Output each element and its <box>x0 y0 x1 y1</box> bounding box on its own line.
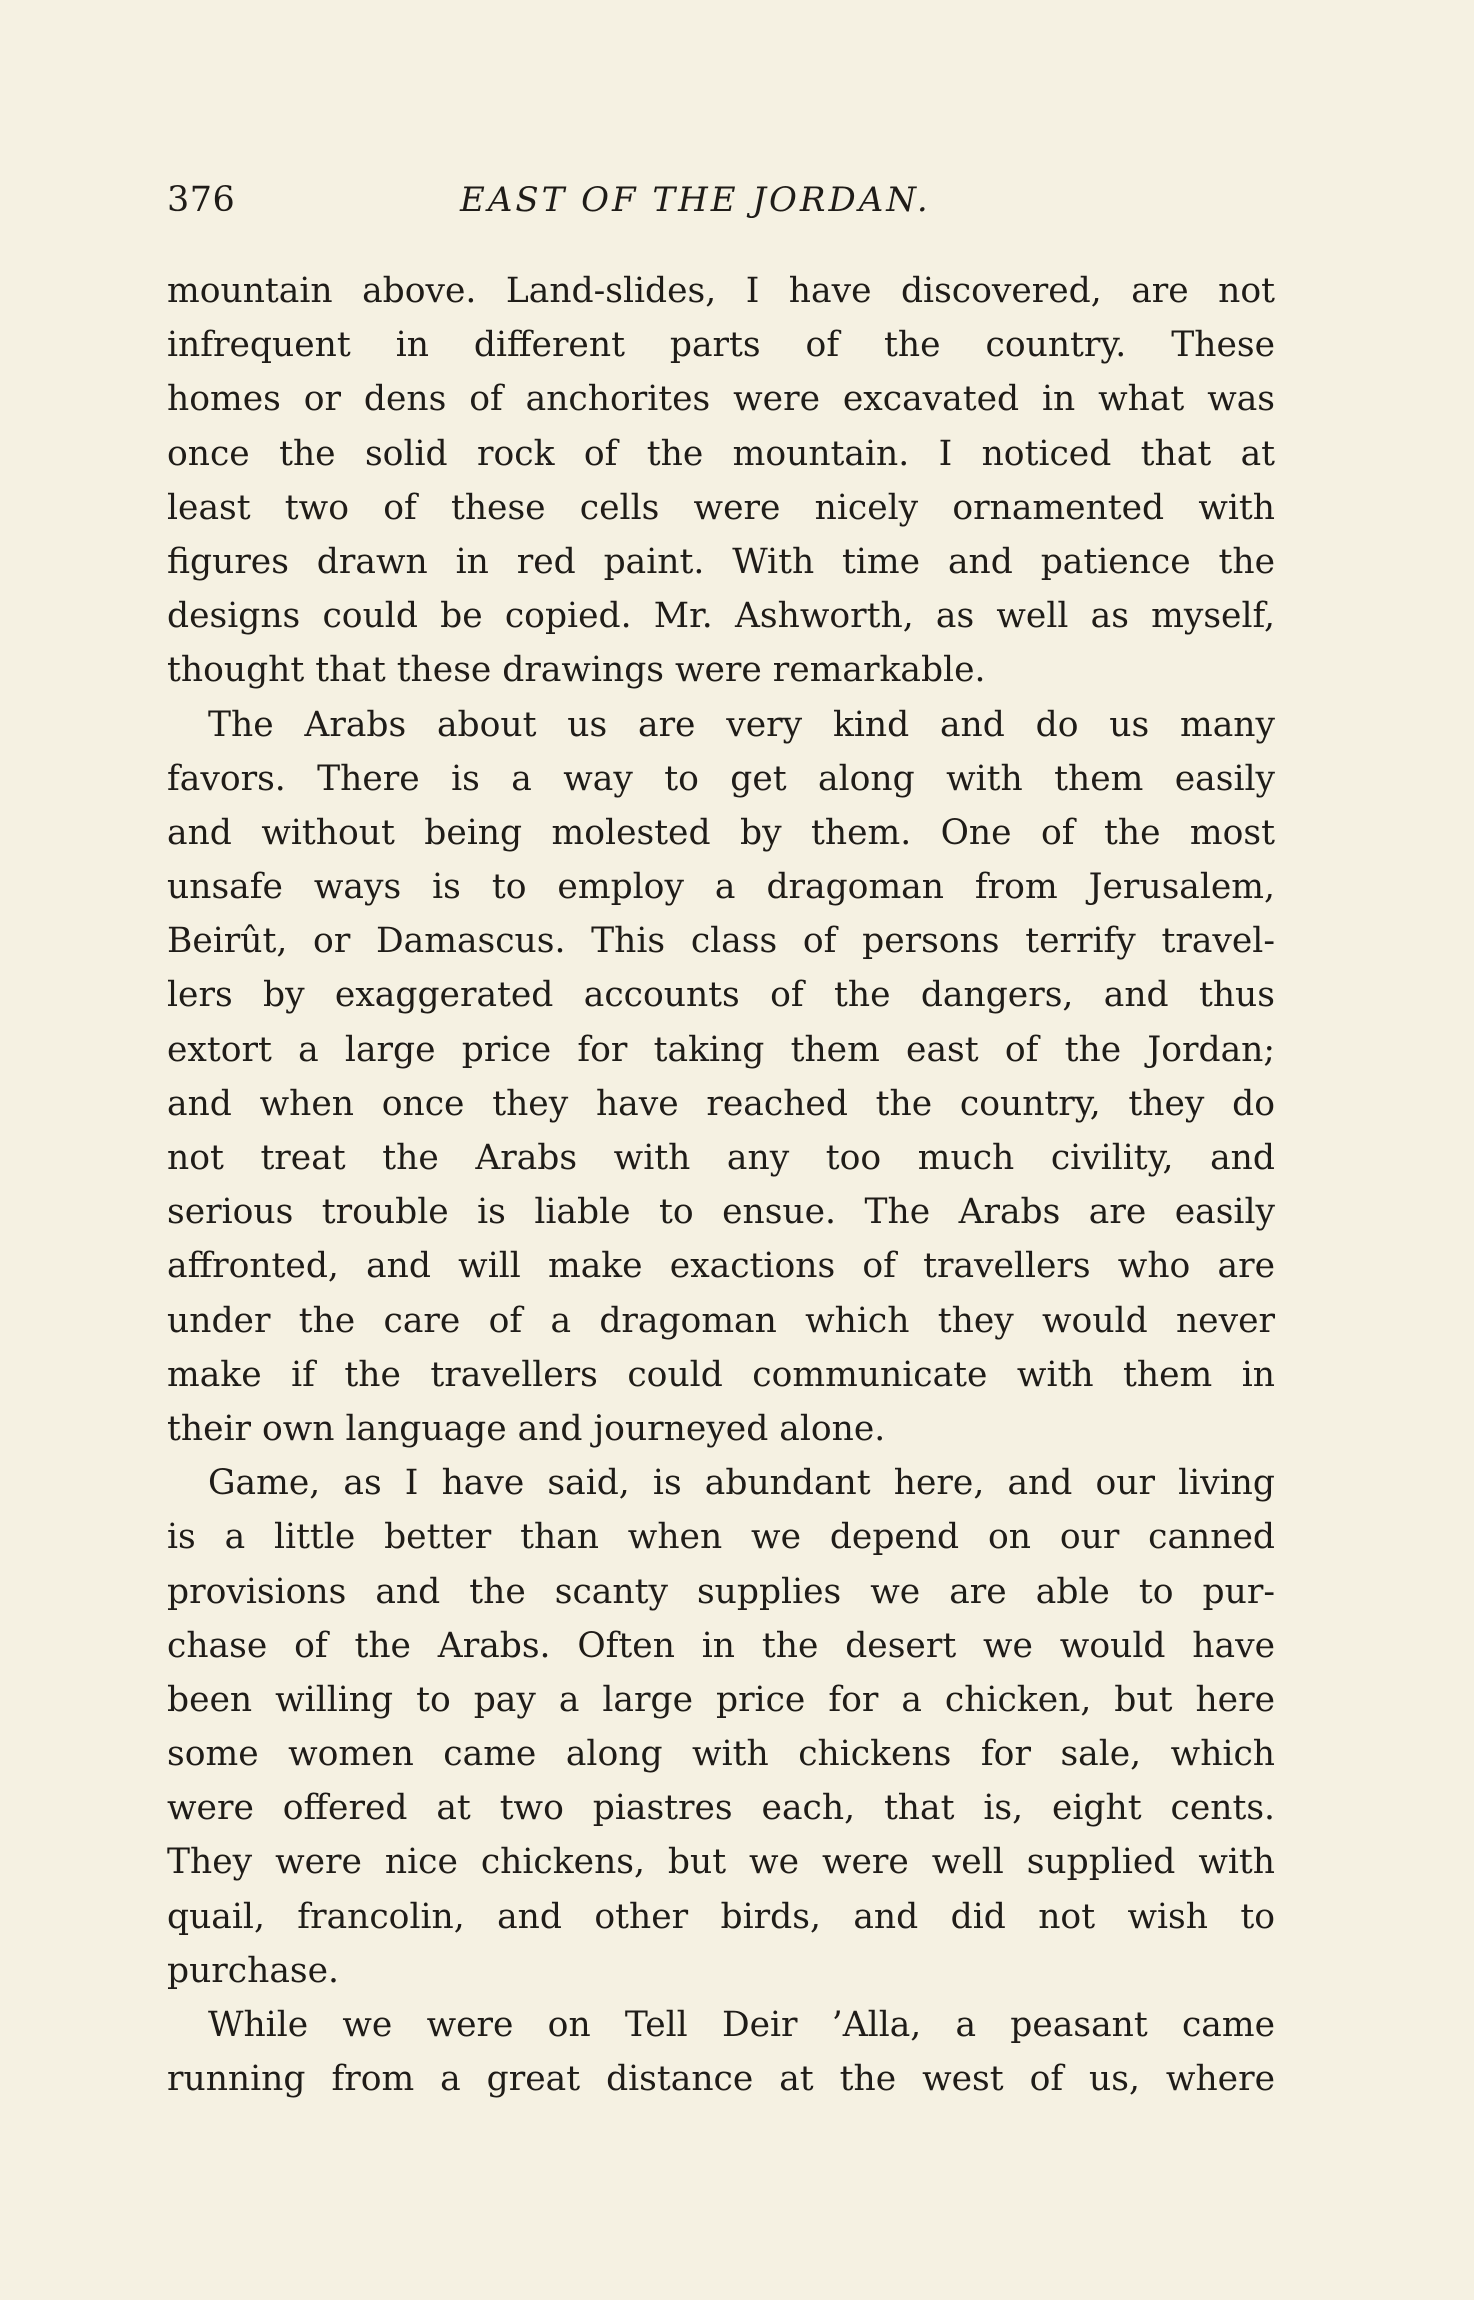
text-line: They were nice chickens, but we were well supplied with <box>167 1842 1275 1883</box>
text-line: been willing to pay a large price for a chicken, but here <box>167 1679 1275 1720</box>
text-line: extort a large price for taking them east of the Jordan; <box>167 1029 1275 1070</box>
text-line: provisions and the scanty supplies we are able to pur- <box>167 1571 1275 1612</box>
text-line: were offered at two piastres each, that is, eight cents. <box>167 1788 1275 1829</box>
text-line: serious trouble is liable to ensue. The Arabs are easily <box>167 1192 1275 1233</box>
text-line: and when once they have reached the country, they do <box>167 1083 1275 1124</box>
text-line: lers by exaggerated accounts of the dangers, and thus <box>167 975 1275 1016</box>
text-line: unsafe ways is to employ a dragoman from Jerusalem, <box>167 867 1275 908</box>
text-line: is a little better than when we depend on our canned <box>167 1517 1275 1558</box>
body-text <box>167 264 1275 2106</box>
text-line: designs could be copied. Mr. Ashworth, as well as myself, <box>167 596 1275 637</box>
text-line: thought that these drawings were remarkable. <box>167 650 986 691</box>
text-line: some women came along with chickens for sale, which <box>167 1734 1275 1775</box>
text-line: favors. There is a way to get along with them easily <box>167 758 1275 799</box>
text-line: and without being molested by them. One of the most <box>167 812 1275 853</box>
text-line: affronted, and will make exactions of travellers who are <box>167 1246 1275 1287</box>
text-line: homes or dens of anchorites were excavated in what was <box>167 379 1275 420</box>
text-line: quail, francolin, and other birds, and did not wish to <box>167 1896 1275 1937</box>
text-line: infrequent in different parts of the country. These <box>167 325 1275 366</box>
text-line: purchase. <box>167 1950 339 1991</box>
text-line: under the care of a dragoman which they would never <box>167 1300 1275 1341</box>
text-line: not treat the Arabs with any too much civility, and <box>167 1138 1275 1178</box>
page-header <box>167 172 1275 232</box>
page-number: 376 <box>167 180 236 220</box>
text-line: once the solid rock of the mountain. I noticed that at <box>167 433 1275 474</box>
paragraph-start-line: Game, as I have said, is abundant here, and our living <box>208 1463 1275 1504</box>
text-line: chase of the Arabs. Often in the desert we would have <box>167 1625 1275 1666</box>
text-line: figures drawn in red paint. With time and patience the <box>167 541 1275 582</box>
text-line: Beirût, or Damascus. This class of persons terrify travel- <box>167 921 1275 962</box>
text-line: running from a great distance at the west of us, where <box>167 2059 1275 2100</box>
text-line: make if the travellers could communicate with them in <box>167 1354 1275 1395</box>
text-line: mountain above. Land-slides, I have discovered, are not <box>167 271 1275 311</box>
text-line: their own language and journeyed alone. <box>167 1408 886 1449</box>
paragraph-start-line: While we were on Tell Deir ’Alla, a peasant came <box>208 2005 1275 2045</box>
paragraph-start-line: The Arabs about us are very kind and do us many <box>208 704 1275 745</box>
text-line: least two of these cells were nicely ornamented with <box>167 487 1275 528</box>
running-head: EAST OF THE JORDAN. <box>460 180 931 220</box>
